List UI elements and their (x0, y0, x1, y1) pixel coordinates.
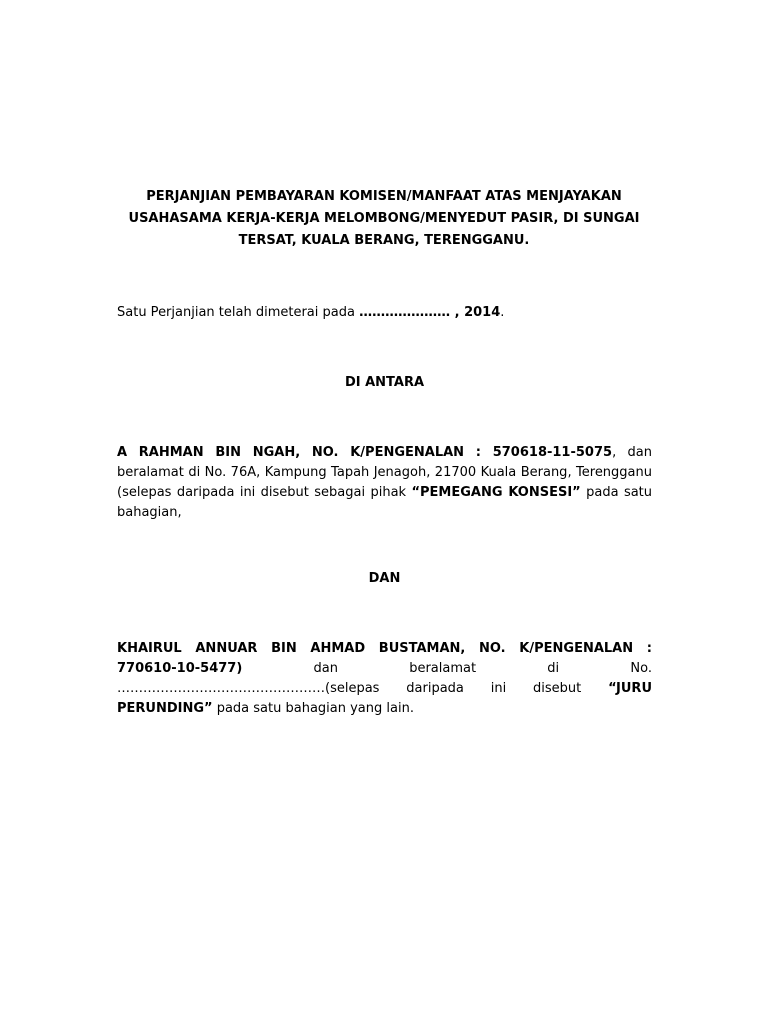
party-2-line-1 (117, 639, 652, 659)
party-2-dots: ………………………………………… (117, 681, 325, 696)
document-title (110, 186, 658, 252)
title-line-1: PERJANJIAN PEMBAYARAN KOMISEN/MANFAAT ATAS MENJAYAKAN (146, 189, 622, 204)
party-2-text-3: pada satu bahagian yang lain. (212, 701, 414, 716)
party-1-text-1: , dan beralamat di No. 76A, Kampung Tapah Jenagoh, 21700 Kuala Berang, Terengganu (selepas daripada ini disebut sebagai pihak (117, 445, 652, 500)
heading-and: DAN (368, 571, 401, 586)
party-2-paragraph (117, 639, 652, 719)
date-line-dots: ………………… , (359, 305, 465, 320)
date-line (117, 303, 652, 323)
party-1-name-id: A RAHMAN BIN NGAH, NO. K/PENGENALAN : 570618-11-5075 (117, 445, 613, 460)
title-line-3: TERSAT, KUALA BERANG, TERENGGANU. (238, 233, 530, 248)
party-2-line-3 (117, 679, 652, 719)
party-1-text-2: pada satu bahagian, (117, 485, 653, 520)
party-2-role: “JURU PERUNDING” (117, 681, 652, 716)
party-2-text-2: (selepas daripada ini disebut (325, 681, 609, 696)
party-2-name-id-line-1: KHAIRUL ANNUAR BIN AHMAD BUSTAMAN, NO. K/PENGENALAN : (117, 641, 652, 656)
party-2-text-1: dan beralamat di No. (242, 661, 652, 676)
party-2-name-id-line-2: 770610-10-5477) (117, 661, 243, 676)
party-2-line-2 (117, 659, 652, 679)
date-line-prefix: Satu Perjanjian telah dimeterai pada (117, 305, 360, 320)
title-line-2: USAHASAMA KERJA-KERJA MELOMBONG/MENYEDUT PASIR, DI SUNGAI (128, 211, 640, 226)
date-line-suffix: . (500, 305, 505, 320)
party-1-role: “PEMEGANG KONSESI” (411, 485, 581, 500)
heading-between: DI ANTARA (344, 375, 425, 390)
date-line-year: 2014 (464, 305, 501, 320)
party-1-paragraph (117, 443, 652, 523)
